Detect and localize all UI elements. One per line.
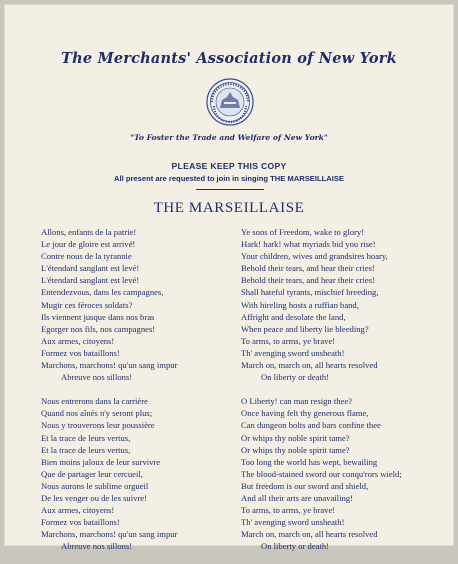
lyric-line: Behold their tears, and hear their cries! (241, 275, 375, 286)
lyric-line: The blood-stained sword our conqu'rors wield; (241, 468, 402, 479)
lyric-line: Allons, enfants de la patrie! (41, 227, 137, 237)
lyric-line: Can dungeon bolts and bars confine thee (241, 420, 381, 431)
lyric-line: With hireling hosts a ruffian band, (241, 299, 359, 310)
lyric-line: L'étendard sanglant est levé! (41, 275, 140, 286)
song-title: THE MARSEILLAISE (153, 200, 305, 216)
french-lyrics (41, 226, 221, 564)
lyric-line: March on, march on, all hearts resolved (241, 360, 378, 371)
lyric-line: Abreuve nos sillons! (61, 541, 133, 552)
lyric-line: Quand nos aînés n'y seront plus; (41, 408, 153, 419)
document-page (4, 4, 454, 552)
lyric-line: Shall hateful tyrants, mischief breeding, (241, 287, 379, 298)
lyric-line: Too long the world has wept, bewailing (241, 456, 378, 467)
lyric-line: Ils viennent jusque dans nos bras (41, 311, 155, 322)
lyric-line: Hark! hark! what myriads bid you rise! (241, 239, 376, 250)
lyric-line: Or whips thy noble spirit tame? (241, 432, 350, 443)
lyric-line: Nous aurons le sublime orgueil (41, 480, 149, 491)
lyric-line: On liberty or death! (261, 372, 330, 383)
lyric-line: Abreuve nos sillons! (61, 372, 133, 383)
lyric-line: Ye sons of Freedom, wake to glory! (241, 227, 365, 237)
join-singing-notice: All present are requested to join in singing THE MARSEILLAISE (114, 174, 344, 183)
lyric-line: On liberty or death! (261, 541, 330, 552)
lyric-line: Aux armes, citoyens! (41, 335, 115, 346)
lyric-line: L'étendard sanglant est levé! (41, 263, 140, 274)
association-seal (206, 78, 254, 126)
lyric-line: Contre nous de la tyrannie (41, 251, 132, 262)
lyric-line: Marchons, marchons! qu'un sang impur (41, 360, 178, 371)
lyric-line: De les venger ou de les suivre! (41, 492, 147, 503)
lyric-line: Marchons, marchons! qu'un sang impur (41, 529, 178, 540)
lyric-line: Th' avenging sword unsheath! (241, 517, 345, 528)
lyric-line: Your children, wives and grandsires hoary, (241, 251, 388, 262)
lyric-line: Et la trace de leurs vertus, (41, 444, 131, 455)
lyric-line: Que de partager leur cercueil, (41, 468, 143, 479)
lyric-line: Le jour de gloire est arrivé! (41, 239, 136, 250)
lyric-line: Mugir ces féroces soldats? (41, 299, 133, 310)
french-stanza-1 (41, 226, 221, 383)
lyric-line: Behold their tears, and hear their cries! (241, 263, 375, 274)
keep-copy-notice: PLEASE KEEP THIS COPY (171, 161, 287, 171)
lyric-line: Once having felt thy generous flame, (241, 408, 369, 419)
french-stanza-2 (41, 395, 221, 552)
lyric-line: Et la trace de leurs vertus, (41, 432, 131, 443)
motto: "To Foster the Trade and Welfare of New York" (130, 133, 328, 142)
lyric-line: Nous entrerons dans la carrière (41, 396, 148, 407)
lyric-line: Th' avenging sword unsheath! (241, 347, 345, 358)
lyric-line: Nous y trouverons leur poussière (41, 420, 155, 431)
divider-rule (196, 189, 264, 190)
lyric-line: Entendezvous, dans les campagnes, (41, 287, 164, 298)
lyric-line: When peace and liberty lie bleeding? (241, 323, 369, 334)
english-lyrics (241, 226, 436, 564)
lyric-line: Formez vos bataillons! (41, 347, 120, 358)
lyric-line: Or whips thy noble spirit tame? (241, 444, 350, 455)
lyric-line: O Liberty! can man resign thee? (241, 396, 352, 407)
lyric-line: Egorger nos fils, nos campagnes! (41, 323, 156, 334)
lyric-line: Bien moins jaloux de leur survivre (41, 456, 161, 467)
lyric-line: To arms, to arms, ye brave! (241, 335, 336, 346)
lyric-line: And all their arts are unavailing! (241, 492, 353, 503)
english-stanza-1 (241, 226, 436, 383)
lyric-line: March on, march on, all hearts resolved (241, 529, 378, 540)
lyric-line: Formez vos bataillons! (41, 517, 120, 528)
lyric-line: To arms, to arms, ye brave! (241, 505, 336, 516)
lyric-line: But freedom is our sword and shield, (241, 480, 369, 491)
lyric-line: Aux armes, citoyens! (41, 505, 115, 516)
lyric-line: Affright and desolate the land, (241, 311, 346, 322)
english-stanza-2 (241, 395, 436, 552)
organization-name: The Merchants' Association of New York (61, 50, 397, 67)
